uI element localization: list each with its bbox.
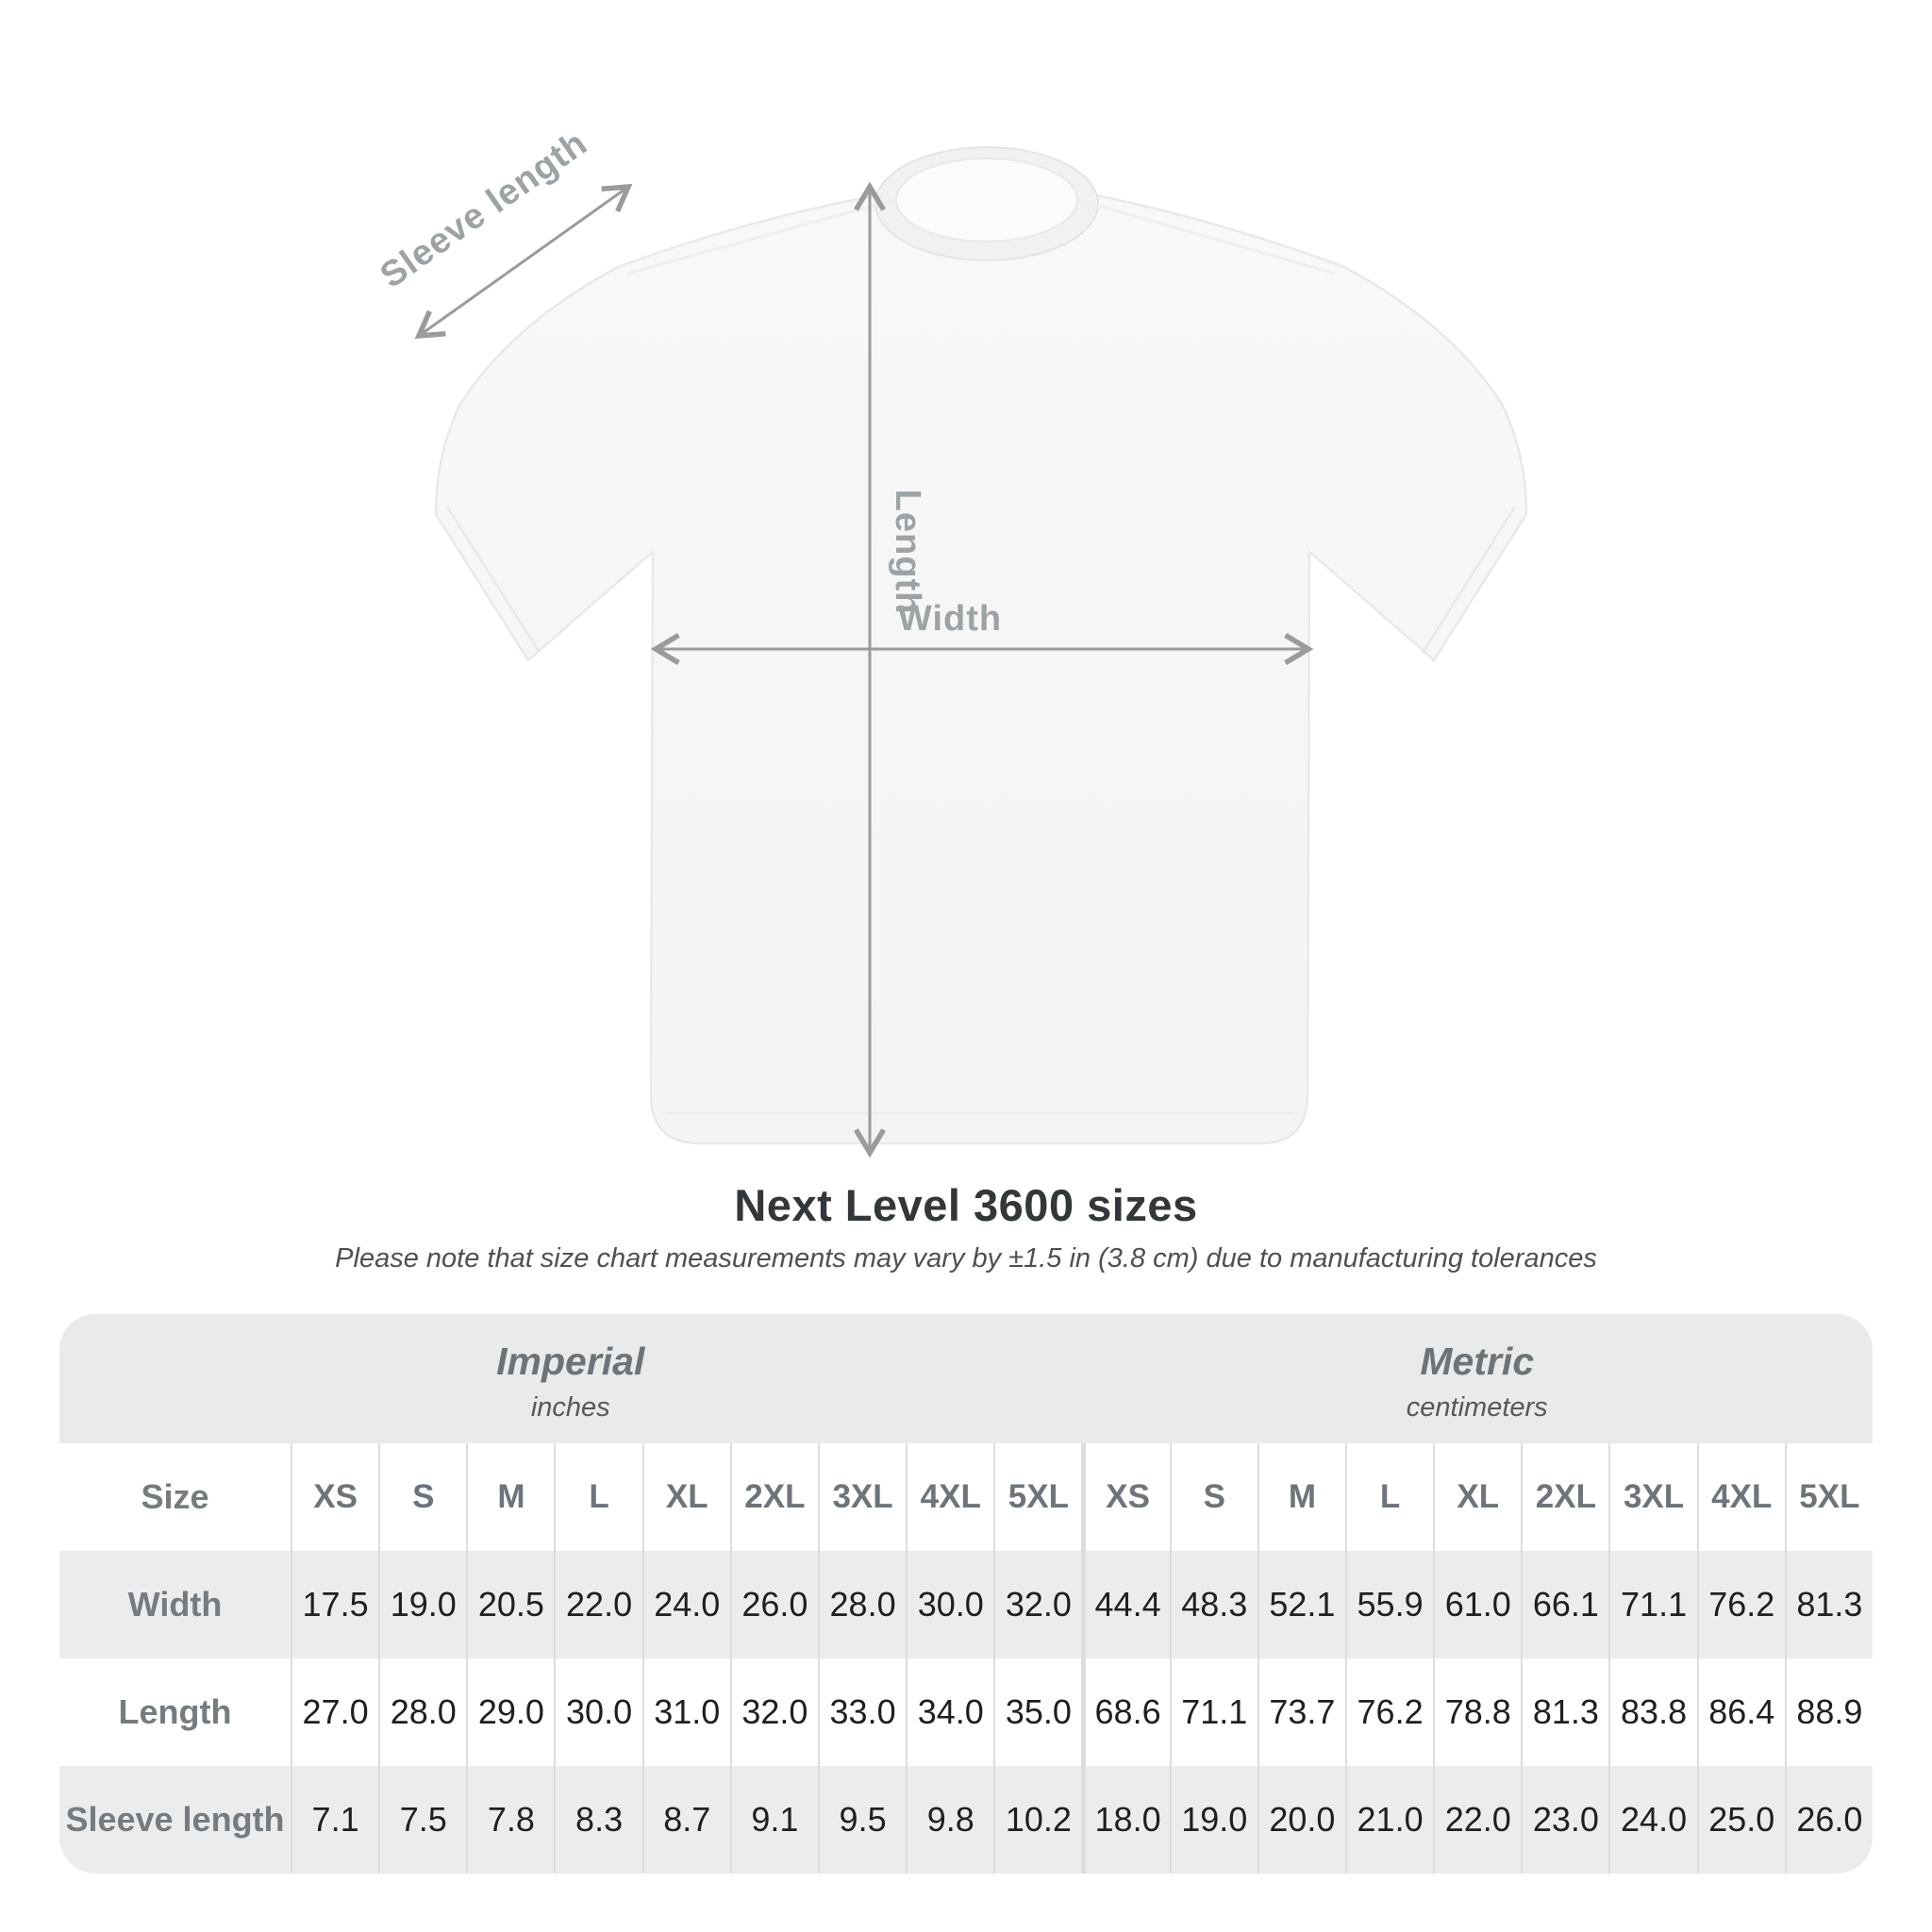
value-metric: 61.0 (1433, 1551, 1521, 1658)
value-imperial: 31.0 (642, 1658, 730, 1766)
metric-title: Metric (1420, 1340, 1535, 1383)
table-row-width (59, 1551, 1873, 1658)
size-col-imperial-3xl: 3XL (818, 1443, 906, 1551)
size-col-imperial-m: M (466, 1443, 554, 1551)
size-col-metric-5xl: 5XL (1785, 1443, 1873, 1551)
value-metric: 23.0 (1521, 1766, 1608, 1874)
size-col-metric-3xl: 3XL (1608, 1443, 1696, 1551)
table-row-length (59, 1658, 1873, 1766)
value-metric: 73.7 (1257, 1658, 1345, 1766)
value-imperial: 19.0 (378, 1551, 466, 1658)
value-imperial: 7.1 (291, 1766, 378, 1874)
value-metric: 76.2 (1697, 1551, 1785, 1658)
collar-inner (896, 158, 1077, 242)
metric-unit: centimeters (1406, 1392, 1548, 1423)
imperial-title: Imperial (496, 1340, 645, 1383)
value-metric: 19.0 (1170, 1766, 1257, 1874)
tshirt-illustration (436, 147, 1526, 1143)
value-metric: 20.0 (1257, 1766, 1345, 1874)
size-col-imperial-s: S (378, 1443, 466, 1551)
page-title: Next Level 3600 sizes (734, 1180, 1198, 1230)
size-col-imperial-4xl: 4XL (906, 1443, 993, 1551)
value-metric: 71.1 (1170, 1658, 1257, 1766)
value-metric: 78.8 (1433, 1658, 1521, 1766)
size-col-metric-xl: XL (1433, 1443, 1521, 1551)
value-imperial: 22.0 (554, 1551, 641, 1658)
value-metric: 88.9 (1785, 1658, 1873, 1766)
length-row-label: Length (118, 1692, 232, 1731)
value-metric: 24.0 (1608, 1766, 1696, 1874)
value-metric: 52.1 (1257, 1551, 1345, 1658)
size-col-metric-4xl: 4XL (1697, 1443, 1785, 1551)
sleeve-length-label: Sleeve length (373, 123, 595, 296)
tolerance-note: Please note that size chart measurements may vary by ±1.5 in (3.8 cm) due to manufacturing tolerances (335, 1243, 1597, 1274)
value-imperial: 7.8 (466, 1766, 554, 1874)
value-imperial: 35.0 (993, 1658, 1081, 1766)
imperial-section-header (59, 1314, 1082, 1443)
value-imperial: 29.0 (466, 1658, 554, 1766)
value-imperial: 9.5 (818, 1766, 906, 1874)
width-label: Width (897, 599, 1003, 639)
value-metric: 86.4 (1697, 1658, 1785, 1766)
size-col-imperial-xs: XS (291, 1443, 378, 1551)
value-imperial: 17.5 (291, 1551, 378, 1658)
value-metric: 22.0 (1433, 1766, 1521, 1874)
value-metric: 48.3 (1170, 1551, 1257, 1658)
value-imperial: 24.0 (642, 1551, 730, 1658)
size-col-imperial-l: L (554, 1443, 641, 1551)
table-row-sleeve-length (59, 1766, 1873, 1874)
size-col-imperial-2xl: 2XL (730, 1443, 818, 1551)
size-col-metric-xs: XS (1081, 1443, 1169, 1551)
width-row-label: Width (127, 1585, 223, 1624)
value-imperial: 33.0 (818, 1658, 906, 1766)
value-metric: 18.0 (1081, 1766, 1169, 1874)
value-metric: 76.2 (1345, 1658, 1433, 1766)
value-metric: 26.0 (1785, 1766, 1873, 1874)
value-imperial: 28.0 (378, 1658, 466, 1766)
size-col-imperial-5xl: 5XL (993, 1443, 1081, 1551)
value-metric: 81.3 (1785, 1551, 1873, 1658)
value-metric: 83.8 (1608, 1658, 1696, 1766)
metric-section-header (1082, 1314, 1874, 1443)
value-imperial: 28.0 (818, 1551, 906, 1658)
value-imperial: 7.5 (378, 1766, 466, 1874)
value-imperial: 32.0 (730, 1658, 818, 1766)
size-col-metric-m: M (1257, 1443, 1345, 1551)
value-metric: 71.1 (1608, 1551, 1696, 1658)
sleeve-length-row-label: Sleeve length (65, 1800, 285, 1839)
value-imperial: 30.0 (906, 1551, 993, 1658)
value-imperial: 26.0 (730, 1551, 818, 1658)
value-imperial: 32.0 (993, 1551, 1081, 1658)
value-metric: 25.0 (1697, 1766, 1785, 1874)
value-metric: 81.3 (1521, 1658, 1608, 1766)
value-metric: 21.0 (1345, 1766, 1433, 1874)
value-imperial: 30.0 (554, 1658, 641, 1766)
size-col-metric-s: S (1170, 1443, 1257, 1551)
value-imperial: 20.5 (466, 1551, 554, 1658)
value-imperial: 10.2 (993, 1766, 1081, 1874)
size-col-metric-2xl: 2XL (1521, 1443, 1608, 1551)
value-metric: 55.9 (1345, 1551, 1433, 1658)
value-imperial: 9.8 (906, 1766, 993, 1874)
value-imperial: 8.3 (554, 1766, 641, 1874)
value-metric: 68.6 (1081, 1658, 1169, 1766)
size-row-label: Size (141, 1477, 209, 1516)
value-imperial: 9.1 (730, 1766, 818, 1874)
value-metric: 44.4 (1081, 1551, 1169, 1658)
value-metric: 66.1 (1521, 1551, 1608, 1658)
size-col-metric-l: L (1345, 1443, 1433, 1551)
size-header-row (59, 1443, 1873, 1551)
size-table (59, 1314, 1873, 1874)
value-imperial: 27.0 (291, 1658, 378, 1766)
unit-header-band (59, 1314, 1873, 1443)
value-imperial: 8.7 (642, 1766, 730, 1874)
imperial-unit: inches (530, 1392, 610, 1423)
value-imperial: 34.0 (906, 1658, 993, 1766)
size-col-imperial-xl: XL (642, 1443, 730, 1551)
length-label: Length (888, 489, 927, 615)
